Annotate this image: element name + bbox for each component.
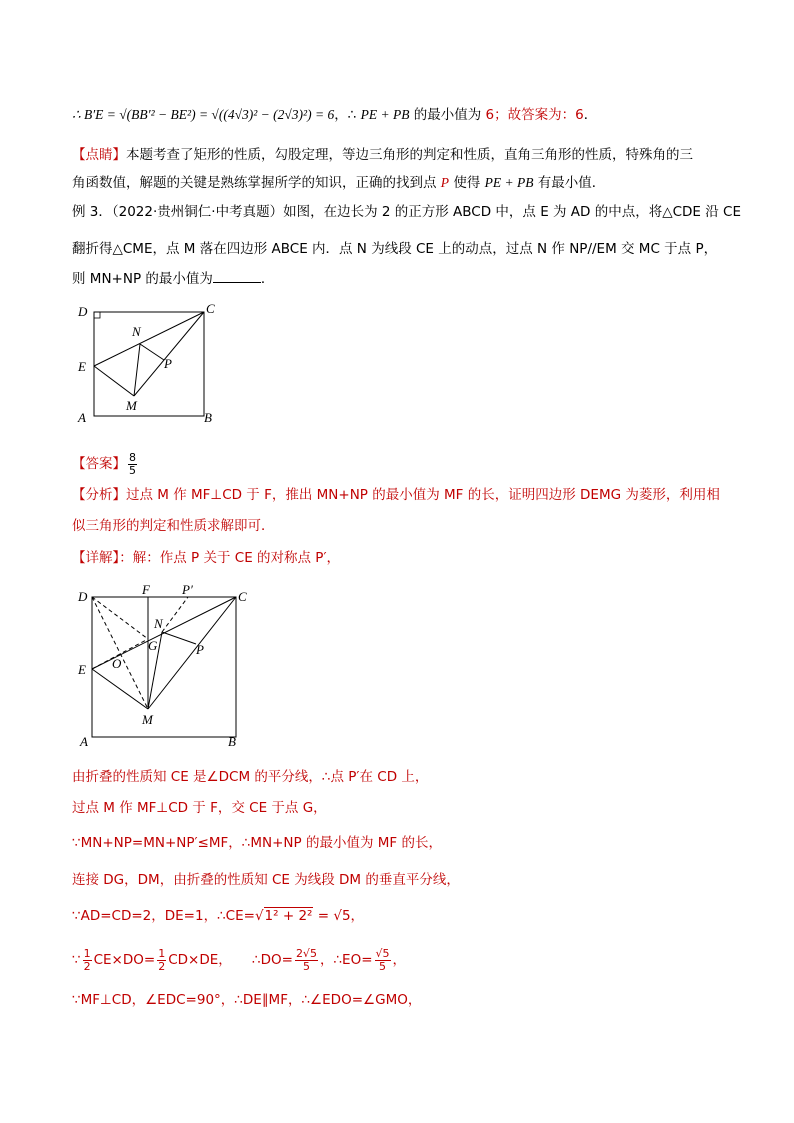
- segment-np: [162, 632, 196, 644]
- radicand: 1² + 2²: [264, 908, 313, 924]
- numerator: 1: [83, 946, 91, 960]
- solution-step-7: ∵MF⊥CD，∠EDC=90°，∴DE∥MF，∴∠EDO=∠GMO，: [72, 992, 422, 1008]
- label-g: G: [148, 638, 158, 653]
- label-o: O: [112, 656, 122, 671]
- analysis-line-1: [72, 486, 720, 504]
- analysis-line-2: 似三角形的判定和性质求解即可．: [72, 518, 275, 534]
- fraction-eo: [375, 948, 391, 973]
- fraction-half: [157, 948, 166, 973]
- solution-step-6: [72, 942, 406, 978]
- label-f: F: [142, 582, 150, 597]
- text: CE×DO=: [93, 952, 156, 968]
- denominator: 2: [158, 959, 166, 973]
- text: ，∴EO=: [319, 952, 373, 968]
- text: = √5，: [313, 908, 365, 924]
- label-p: P: [164, 356, 172, 371]
- label-m: M: [142, 712, 153, 727]
- text: CD×DE， ∴DO=: [168, 952, 293, 968]
- example-line-3: 则 MN+NP 的最小值为 ．: [72, 271, 275, 287]
- text: ∵: [72, 952, 81, 968]
- text: 则 MN+NP 的最小值为: [72, 271, 213, 287]
- text: 有最小值．: [533, 175, 606, 191]
- fraction-do: [295, 948, 318, 973]
- text: ∵AD=CD=2，DE=1，∴CE=: [72, 908, 255, 924]
- segment-ec: [94, 312, 204, 366]
- label-e: E: [78, 359, 86, 374]
- answer-fraction: [128, 452, 137, 477]
- label-c: C: [206, 301, 215, 316]
- solution-line-1: [72, 106, 597, 124]
- segment-np: [140, 344, 164, 360]
- segment-em: [94, 366, 134, 396]
- label-e: E: [78, 662, 86, 677]
- solution-step-1: 由折叠的性质知 CE 是∠DCM 的平分线，∴点 P′在 CD 上，: [72, 769, 429, 785]
- solution-step-5: ∵AD=CD=2，DE=1，∴CE=√1² + 2² = √5，: [72, 908, 365, 924]
- text: 的最小值为: [409, 107, 486, 123]
- segment-em: [92, 669, 148, 709]
- label-d: D: [78, 589, 88, 604]
- label-a: A: [80, 734, 88, 749]
- detail-line: [72, 549, 340, 567]
- label-b: B: [204, 410, 212, 425]
- figure-2: [72, 582, 262, 752]
- denominator: 5: [379, 959, 387, 973]
- dianjing-line-1: [72, 146, 693, 164]
- numerator: √5: [375, 946, 390, 960]
- label-n: N: [132, 324, 141, 339]
- segment-dg: [92, 597, 148, 639]
- fraction-half: [83, 948, 92, 973]
- text: 使得: [449, 175, 485, 191]
- text: 角函数值，解题的关键是熟练掌握所学的知识，正确的找到点: [72, 175, 441, 191]
- answer-value: 6: [575, 107, 584, 123]
- detail-tag: 【详解】: [72, 550, 120, 566]
- answer-blank: [213, 270, 261, 283]
- example-line-2: 翻折得△CME，点 M 落在四边形 ABCE 内．点 N 为线段 CE 上的动点，过点 N 作 NP//EM 交 MC 于点 P，: [72, 241, 718, 257]
- figure-1: [72, 300, 222, 430]
- denominator: 5: [302, 959, 310, 973]
- segment-nm: [134, 344, 140, 396]
- dianjing-tag: 【点睛】: [72, 147, 126, 163]
- label-m: M: [126, 398, 137, 413]
- point-label: P: [440, 175, 450, 190]
- label-a: A: [78, 410, 86, 425]
- analysis-tag: 【分析】: [72, 487, 126, 503]
- dianjing-line-2: [72, 174, 605, 192]
- answer-line: [72, 446, 139, 482]
- solution-step-2: 过点 M 作 MF⊥CD 于 F，交 CE 于点 G，: [72, 800, 327, 816]
- label-d: D: [78, 304, 88, 319]
- text: 本题考查了矩形的性质，勾股定理，等边三角形的判定和性质，直角三角形的性质，特殊角的三: [126, 147, 693, 163]
- right-angle-mark: [94, 312, 100, 318]
- label-p: P: [196, 642, 204, 657]
- numerator: 8: [129, 450, 136, 464]
- label-c: C: [238, 589, 247, 604]
- answer-tag: 【答案】: [72, 456, 126, 472]
- solution-step-4: 连接 DG，DM，由折叠的性质知 CE 为线段 DM 的垂直平分线，: [72, 872, 460, 888]
- solution-step-3: ∵MN+NP=MN+NP′≤MF，∴MN+NP 的最小值为 MF 的长，: [72, 835, 442, 851]
- segment-dm: [92, 597, 148, 709]
- denominator: 5: [129, 463, 136, 477]
- expr: PE + PB: [484, 175, 534, 190]
- segment-mc: [134, 312, 204, 396]
- text: 过点 M 作 MF⊥CD 于 F，推出 MN+NP 的最小值为 MF 的长，证明四边形 DEMG 为菱形，利用相: [126, 487, 720, 503]
- numerator: 1: [158, 946, 166, 960]
- text: ，∴: [334, 107, 361, 123]
- label-p-prime: P′: [182, 582, 193, 597]
- formula: ∴ B′E = √(BB′² − BE²) = √((4√3)² − (2√3)²) = 6: [72, 107, 335, 122]
- segment-np-prime: [162, 597, 188, 632]
- text: ．: [583, 107, 598, 123]
- denominator: 2: [83, 959, 91, 973]
- text: ，: [392, 952, 407, 968]
- label-b: B: [228, 734, 236, 749]
- text: ：解：作点 P 关于 CE 的对称点 P′，: [119, 550, 341, 566]
- text: ；故答案为：: [494, 107, 576, 123]
- square: [94, 312, 204, 416]
- example-line-1: 例 3．（2022·贵州铜仁·中考真题）如图，在边长为 2 的正方形 ABCD 中，点 E 为 AD 的中点，将△CDE 沿 CE: [72, 204, 742, 220]
- min-value: 6: [485, 107, 495, 123]
- expr: PE + PB: [360, 107, 410, 122]
- segment-mc: [148, 597, 236, 709]
- numerator: 2√5: [295, 946, 317, 960]
- label-n: N: [154, 616, 163, 631]
